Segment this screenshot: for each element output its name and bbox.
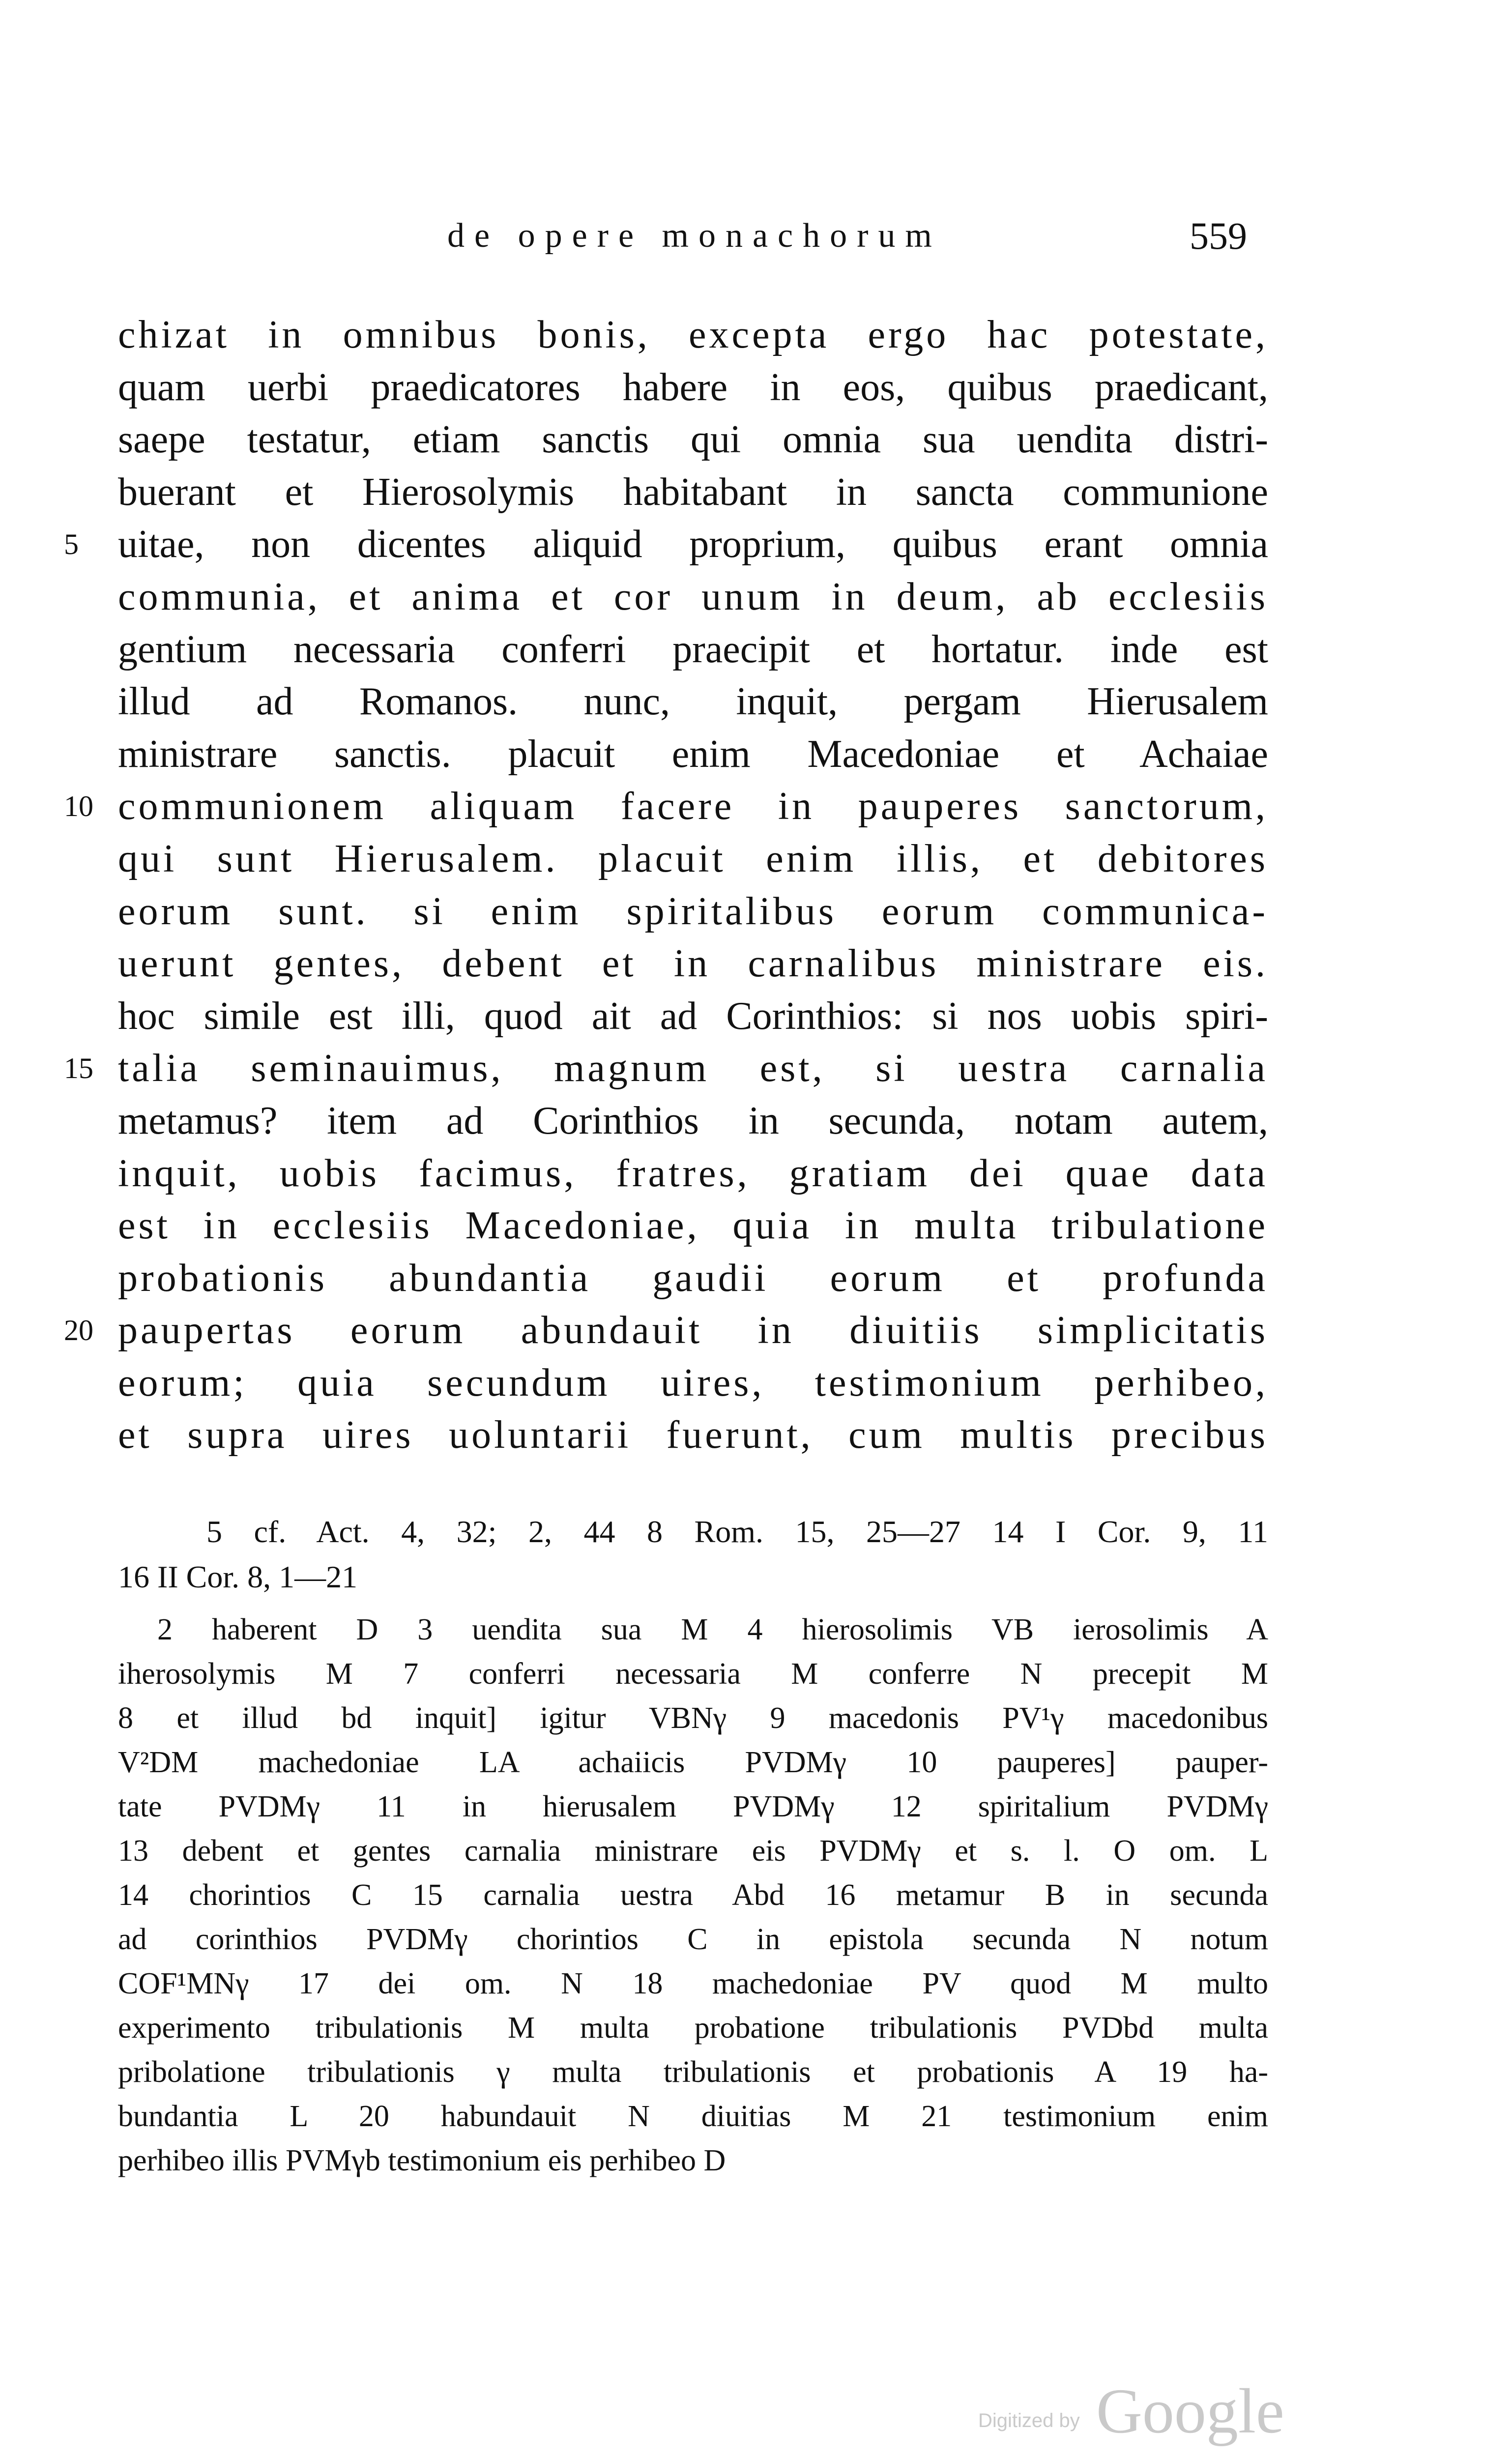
- critical-apparatus: [118, 1608, 1268, 2183]
- line-text: paupertas eorum abundauit in diuitiis simplicitatis: [118, 1309, 1268, 1352]
- line-text: est in ecclesiis Macedoniae, quia in multa tribulatione: [118, 1204, 1268, 1248]
- apparatus-line: tate PVDMγ 11 in hierusalem PVDMγ 12 spiritalium PVDMγ: [118, 1790, 1268, 1823]
- line-text: inquit, uobis facimus, fratres, gratiam dei quae data: [118, 1151, 1268, 1195]
- apparatus-line: pribolatione tribulationis γ multa tribulationis et probationis A 19 ha-: [118, 2055, 1268, 2089]
- text-line: [118, 361, 1268, 414]
- line-text: gentium necessaria conferri praecipit et hortatur. inde est: [118, 627, 1268, 671]
- line-number: 5: [64, 528, 79, 561]
- text-line: [118, 1357, 1268, 1409]
- text-line: [118, 413, 1268, 466]
- text-line: [118, 1409, 1268, 1462]
- reference-line: 16 II Cor. 8, 1—21: [118, 1559, 358, 1594]
- main-text: [64, 309, 1268, 1462]
- text-line: [118, 885, 1268, 938]
- google-logo: Google: [1096, 2376, 1284, 2447]
- line-text: saepe testatur, etiam sanctis qui omnia sua uendita distri-: [118, 418, 1268, 462]
- line-number: 10: [64, 790, 93, 823]
- apparatus-line: 2 haberent D 3 uendita sua M 4 hierosolimis VB ierosolimis A: [157, 1613, 1268, 1646]
- line-text: quam uerbi praedicatores habere in eos, quibus praedicant,: [118, 365, 1268, 409]
- text-line: [118, 833, 1268, 885]
- reference-line: 5 cf. Act. 4, 32; 2, 44 8 Rom. 15, 25—27 14 I Cor. 9, 11: [206, 1514, 1268, 1549]
- watermark-text: Digitized by: [978, 2410, 1080, 2431]
- line-number: 20: [64, 1314, 93, 1347]
- line-number: 15: [64, 1052, 93, 1085]
- text-line: [118, 571, 1268, 623]
- apparatus-line: 8 et illud bd inquit] igitur VBNγ 9 macedonis PV¹γ macedonibus: [118, 1701, 1268, 1735]
- apparatus-line: iherosolymis M 7 conferri necessaria M conferre N precepit M: [118, 1657, 1268, 1691]
- text-line: [64, 1042, 1268, 1095]
- line-text: hoc simile est illi, quod ait ad Corinthios: si nos uobis spiri-: [118, 994, 1268, 1038]
- apparatus-line: V²DM machedoniae LA achaiicis PVDMγ 10 pauperes] pauper-: [118, 1746, 1268, 1779]
- line-text: chizat in omnibus bonis, excepta ergo hac potestate,: [118, 313, 1268, 356]
- apparatus-line: perhibeo illis PVMγb testimonium eis perhibeo D: [118, 2144, 726, 2177]
- text-line: [64, 518, 1268, 571]
- digitized-watermark: [978, 2376, 1322, 2447]
- page-header: [0, 206, 1512, 265]
- line-text: eorum; quia secundum uires, testimonium perhibeo,: [118, 1361, 1268, 1405]
- text-line: [64, 780, 1268, 833]
- text-line: [118, 937, 1268, 990]
- line-text: communionem aliquam facere in pauperes sanctorum,: [118, 785, 1268, 828]
- page-number: 559: [1190, 214, 1247, 257]
- apparatus-line: bundantia L 20 habundauit N diuitias M 21 testimonium enim: [118, 2100, 1268, 2133]
- text-line: [118, 1252, 1268, 1305]
- text-line: [118, 990, 1268, 1043]
- text-line: [118, 466, 1268, 519]
- line-text: et supra uires uoluntarii fuerunt, cum multis precibus: [118, 1413, 1268, 1457]
- text-line: [64, 1304, 1268, 1357]
- line-text: buerant et Hierosolymis habitabant in sancta communione: [118, 470, 1268, 514]
- line-text: metamus? item ad Corinthios in secunda, notam autem,: [118, 1099, 1268, 1142]
- line-text: uitae, non dicentes aliquid proprium, quibus erant omnia: [118, 523, 1268, 566]
- text-line: [118, 309, 1268, 361]
- line-text: qui sunt Hierusalem. placuit enim illis, et debitores: [118, 837, 1268, 880]
- apparatus-line: ad corinthios PVDMγ chorintios C in epistola secunda N notum: [118, 1923, 1268, 1956]
- line-text: communia, et anima et cor unum in deum, ab ecclesiis: [118, 575, 1268, 618]
- apparatus-line: 14 chorintios C 15 carnalia uestra Abd 16 metamur B in secunda: [118, 1878, 1268, 1912]
- text-line: [118, 1200, 1268, 1252]
- line-text: eorum sunt. si enim spiritalibus eorum communica-: [118, 889, 1268, 933]
- running-title: de opere monachorum: [447, 217, 942, 255]
- line-text: ministrare sanctis. placuit enim Macedoniae et Achaiae: [118, 732, 1268, 776]
- text-line: [118, 623, 1268, 676]
- references: [118, 1509, 1268, 1600]
- line-text: illud ad Romanos. nunc, inquit, pergam Hierusalem: [118, 680, 1268, 724]
- apparatus-line: COF¹MNγ 17 dei om. N 18 machedoniae PV quod M multo: [118, 1967, 1268, 2000]
- apparatus-line: experimento tribulationis M multa probatione tribulationis PVDbd multa: [118, 2011, 1268, 2045]
- line-text: talia seminauimus, magnum est, si uestra carnalia: [118, 1047, 1268, 1090]
- text-line: [118, 1095, 1268, 1147]
- text-line: [118, 1147, 1268, 1200]
- text-line: [118, 728, 1268, 781]
- text-line: [118, 675, 1268, 728]
- apparatus-line: 13 debent et gentes carnalia ministrare eis PVDMγ et s. l. O om. L: [118, 1834, 1268, 1868]
- line-text: probationis abundantia gaudii eorum et profunda: [118, 1256, 1268, 1300]
- line-text: uerunt gentes, debent et in carnalibus ministrare eis.: [118, 942, 1268, 986]
